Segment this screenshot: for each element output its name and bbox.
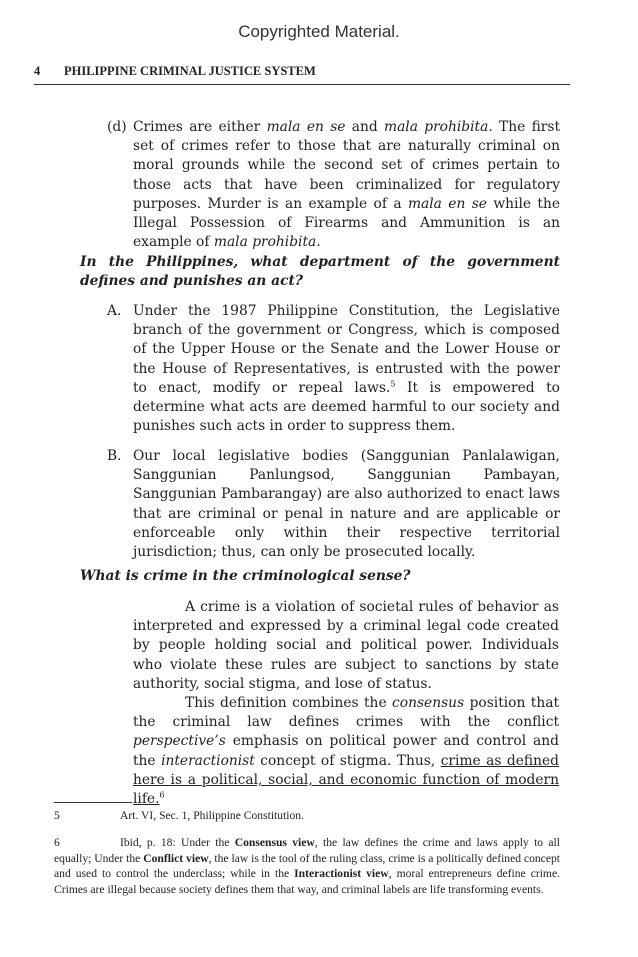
footnote-number: 6 [54, 836, 60, 849]
answer-text: Under the 1987 Philippine Constitution, the Legislative branch of the government or Congress, which is composed of the Upper House or the Senate and the Lower House or the House of Representatives, is entrusted with the power to enact, modify or repeal laws.$^5$ It is empowered to determine what acts are deemed harmful to our society and punishes such acts in order to suppress them. [133, 303, 560, 435]
list-item-d [107, 118, 561, 251]
answer-item-b [107, 447, 560, 561]
list-item-text: Crimes are either mala en se and mala prohibita. The first set of crimes refer to those that are naturally criminal on moral grounds while the second set of crimes pertain to those acts that have been criminalized for regulatory purposes. Murder is an example of a mala en se while the Illegal Possession of Firearms and Ammunition is an example of mala prohibita. [133, 119, 561, 251]
footnote-ref: 6 [159, 790, 165, 800]
underlined-conclusion: crime as defined here is a political, social, and economic function of modern life. [133, 752, 559, 808]
list-item-label: (d) [107, 119, 127, 135]
book-title: PHILIPPINE CRIMINAL JUSTICE SYSTEM [64, 64, 316, 78]
body-paragraph: This definition combines the consensus position that the criminal law defines crimes with the conflict perspective’s emphasis on political power and control and the interactionist concept of stigma. Thus, crime as defined here is a political, social, and economic function of modern life.$^6$ [133, 695, 559, 808]
running-header [34, 64, 564, 79]
copyright-watermark: Copyrighted Material. [238, 22, 400, 41]
body-paragraph: A crime is a violation of societal rules of behavior as interpreted and expressed by a criminal legal code created by people holding social and political power. Individuals who violate these rules are subject to sanctions by state authority, social stigma, and lose of status. [133, 599, 559, 692]
footnote-ref: 5 [390, 379, 396, 389]
header-rule [34, 84, 570, 85]
footnote-5 [54, 808, 560, 824]
answer-label: B. [107, 448, 122, 464]
page-number: 4 [34, 64, 41, 78]
question-heading: What is crime in the criminological sense? [80, 568, 411, 584]
footnote-rule [54, 802, 132, 803]
answer-item-a [107, 302, 560, 442]
footnote-6: 6 Ibid, p. 18: Under the Consensus view, the law defines the crime and laws apply to all equally; Under the Conflict view, the law is the tool of the ruling class, crime is a politically defined concept and used to control the underclass; while in the Interactionist view, moral entrepreneurs define crime. Crimes are illegal because society defines them that way, and criminal labels are life transforming events. [54, 836, 560, 896]
footnote-number: 5 [54, 809, 60, 822]
question-heading: In the Philippines, what department of the government defines and punishes an act? [80, 254, 560, 290]
footnote-text: Art. VI, Sec. 1, Philippine Constitution. [120, 809, 304, 822]
answer-text: Our local legislative bodies (Sanggunian Panlalawigan, Sanggunian Panlungsod, Sanggunian Pambayan, Sanggunian Pambarangay) are also authorized to enact laws that are criminal or penal in nature and are applicable or enforceable only within their respective territorial jurisdiction; thus, can only be prosecuted locally. [133, 448, 560, 561]
answer-label: A. [107, 303, 122, 319]
